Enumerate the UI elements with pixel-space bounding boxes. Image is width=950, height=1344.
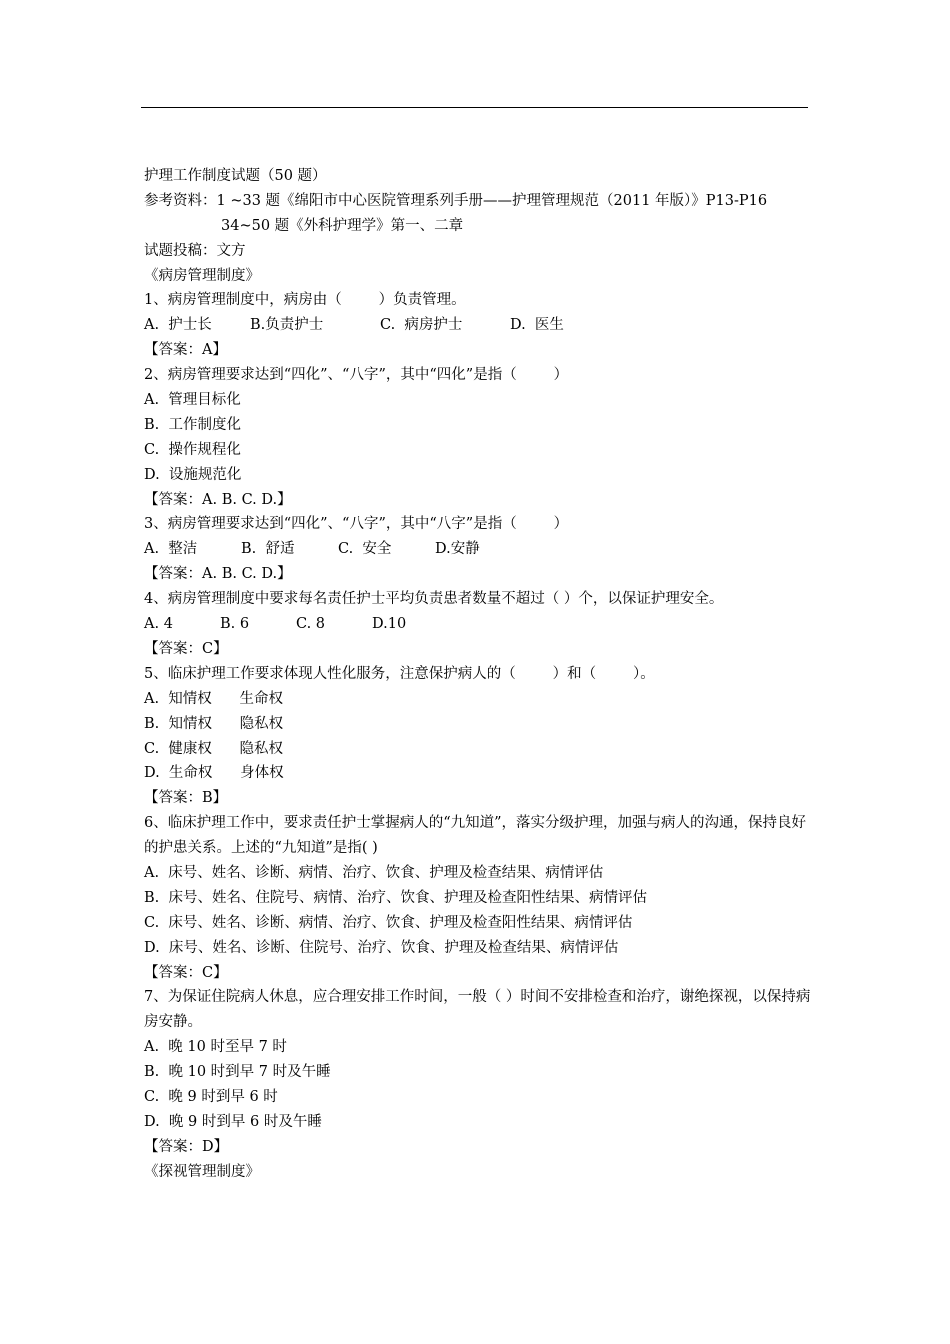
option-c: C. 8	[296, 616, 326, 633]
option-c: C. 床号、姓名、诊断、病情、治疗、饮食、护理及检查阳性结果、病情评估	[144, 914, 633, 931]
option-d: D. 床号、姓名、诊断、住院号、治疗、饮食、护理及检查结果、病情评估	[144, 939, 619, 956]
answer: 【答案：D】	[144, 1138, 229, 1155]
option-b: B. 舒适	[241, 541, 295, 558]
reference-line-1: 参考资料：1 ~33 题《绵阳市中心医院管理系列手册——护理管理规范（2011 年版）》P13-P16	[144, 192, 768, 209]
option-a: A. 床号、姓名、诊断、病情、治疗、饮食、护理及检查结果、病情评估	[144, 864, 604, 881]
option-row	[144, 313, 814, 338]
option-b: B.负责护士	[250, 317, 324, 334]
document-body	[144, 164, 814, 1185]
option-c: C. 安全	[338, 541, 392, 558]
question-stem: 4、病房管理制度中要求每名责任护士平均负责患者数量不超过（ ）个，以保证护理安全。	[144, 591, 724, 608]
answer: 【答案：B】	[144, 790, 228, 807]
option-b: B. 床号、姓名、住院号、病情、治疗、饮食、护理及检查阳性结果、病情评估	[144, 889, 647, 906]
option-a: A. 知情权 生命权	[144, 690, 283, 707]
option-d: D.安静	[435, 541, 480, 558]
option-a: A. 晚 10 时至早 7 时	[144, 1039, 287, 1056]
option-d: D. 设施规范化	[144, 466, 242, 483]
header-rule	[141, 107, 808, 108]
author-line: 试题投稿：文方	[144, 242, 246, 259]
answer: 【答案：C】	[144, 640, 228, 657]
option-b: B. 晚 10 时到早 7 时及午睡	[144, 1064, 331, 1081]
option-b: B. 6	[220, 616, 250, 633]
option-a: A. 管理目标化	[144, 392, 241, 409]
option-d: D. 医生	[510, 317, 564, 334]
option-d: D. 晚 9 时到早 6 时及午睡	[144, 1113, 322, 1130]
question-stem: 6、临床护理工作中，要求责任护士掌握病人的“九知道”，落实分级护理，加强与病人的沟通，保持良好的护患关系。上述的“九知道”是指( )	[144, 815, 807, 857]
option-b: B. 工作制度化	[144, 416, 241, 433]
question-stem: 5、临床护理工作要求体现人性化服务，注意保护病人的（ ）和（ ）。	[144, 665, 655, 682]
option-b: B. 知情权 隐私权	[144, 715, 284, 732]
option-a: A. 4	[144, 616, 173, 633]
answer: 【答案：A. B. C. D.】	[144, 491, 292, 508]
section-heading: 《探视管理制度》	[144, 1163, 260, 1180]
option-row	[144, 612, 814, 637]
answer: 【答案：C】	[144, 964, 228, 981]
option-c: C. 晚 9 时到早 6 时	[144, 1089, 278, 1106]
option-a: A. 整洁	[144, 541, 198, 558]
option-d: D. 生命权 身体权	[144, 765, 284, 782]
reference-line-2: 34~50 题《外科护理学》第一、二章	[221, 217, 464, 234]
question-stem: 7、为保证住院病人休息，应合理安排工作时间，一般（ ）时间不安排检查和治疗，谢绝探视，以保持病房安静。	[144, 989, 811, 1031]
option-c: C. 病房护士	[380, 317, 463, 334]
section-heading: 《病房管理制度》	[144, 267, 260, 284]
question-stem: 1、病房管理制度中，病房由（ ）负责管理。	[144, 292, 466, 309]
answer: 【答案：A. B. C. D.】	[144, 566, 292, 583]
question-stem: 2、病房管理要求达到“四化”、“八字”，其中“四化”是指（ ）	[144, 367, 569, 384]
option-c: C. 健康权 隐私权	[144, 740, 284, 757]
option-c: C. 操作规程化	[144, 441, 241, 458]
option-row	[144, 537, 814, 562]
document-title: 护理工作制度试题（50 题）	[144, 168, 327, 184]
question-stem: 3、病房管理要求达到“四化”、“八字”，其中“八字”是指（ ）	[144, 516, 569, 533]
answer: 【答案：A】	[144, 342, 227, 359]
option-a: A. 护士长	[144, 317, 212, 334]
option-d: D.10	[372, 616, 407, 633]
